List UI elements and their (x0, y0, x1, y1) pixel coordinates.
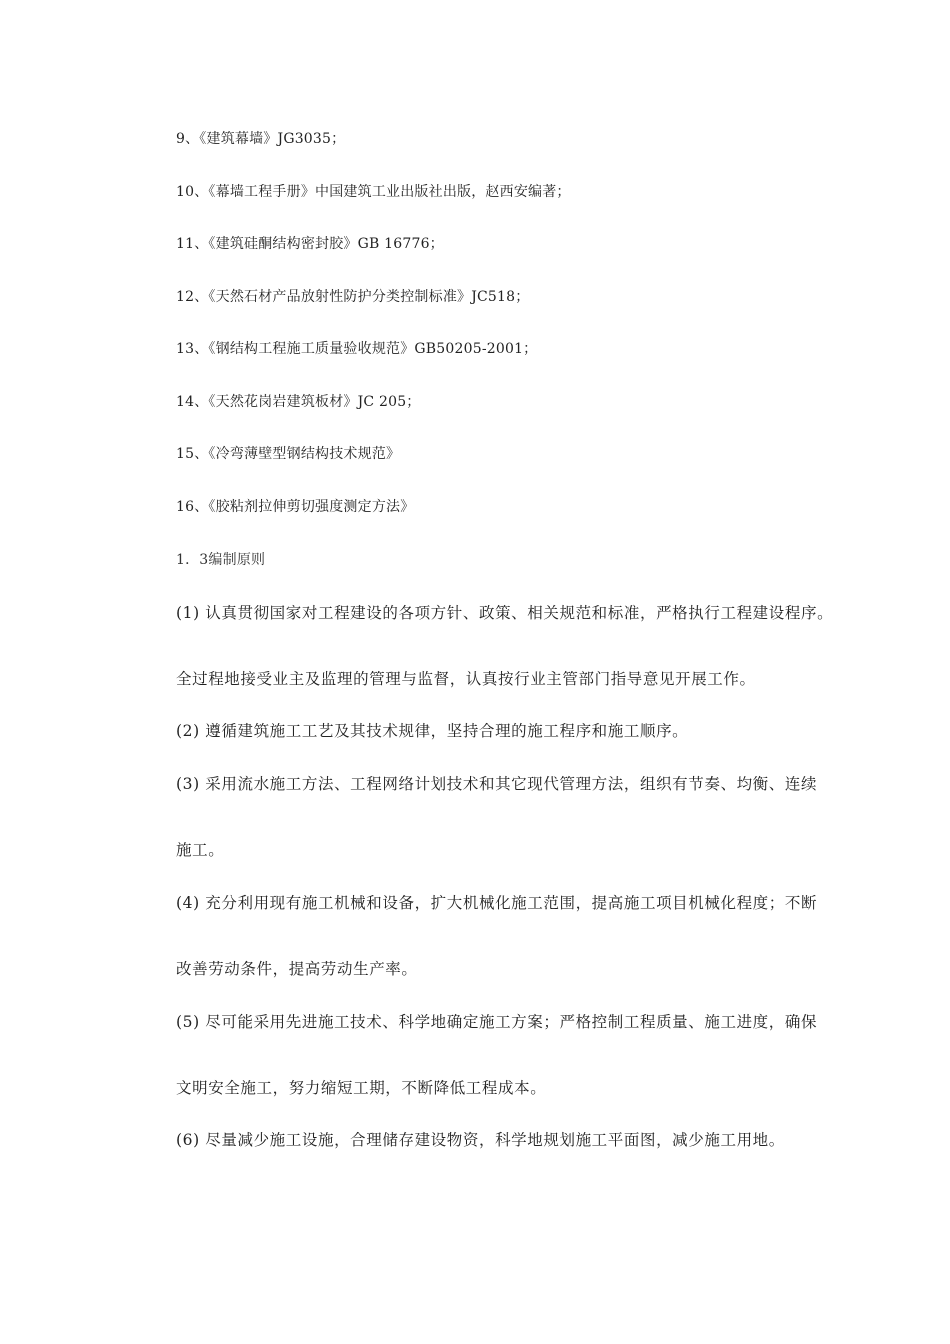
reference-item: 12、《天然石材产品放射性防护分类控制标准》JC518； (176, 289, 530, 305)
reference-item: 11、《建筑硅酮结构密封胶》GB 16776； (176, 236, 444, 252)
reference-item: 9、《建筑幕墙》JG3035； (176, 131, 346, 147)
reference-item: 14、《天然花岗岩建筑板材》JC 205； (176, 394, 421, 410)
reference-item: 16、《胶粘剂拉伸剪切强度测定方法》 (176, 499, 415, 515)
principle-line: (4) 充分利用现有施工机械和设备，扩大机械化施工范围，提高施工项目机械化程度；不断 (176, 894, 818, 912)
principle-line: (5) 尽可能采用先进施工技术、科学地确定施工方案；严格控制工程质量、施工进度，确保 (176, 1013, 818, 1031)
principle-line: 施工。 (176, 841, 225, 859)
principle-line: 全过程地接受业主及监理的管理与监督，认真按行业主管部门指导意见开展工作。 (176, 670, 756, 688)
principle-line: 文明安全施工，努力缩短工期，不断降低工程成本。 (176, 1079, 547, 1097)
reference-item: 10、《幕墙工程手册》中国建筑工业出版社出版，赵西安编著； (176, 184, 571, 200)
reference-item: 15、《冷弯薄壁型钢结构技术规范》 (176, 446, 401, 462)
reference-item: 13、《钢结构工程施工质量验收规范》GB50205-2001； (176, 341, 538, 357)
principle-line: (3) 采用流水施工方法、工程网络计划技术和其它现代管理方法，组织有节奏、均衡、连续 (176, 775, 818, 793)
section-heading: 1．3编制原则 (176, 552, 266, 568)
principle-line: 改善劳动条件，提高劳动生产率。 (176, 960, 418, 978)
principle-line: (1) 认真贯彻国家对工程建设的各项方针、政策、相关规范和标准，严格执行工程建设程序。 (176, 604, 834, 622)
principle-line: (2) 遵循建筑施工工艺及其技术规律，坚持合理的施工程序和施工顺序。 (176, 722, 689, 740)
principle-line: (6) 尽量减少施工设施，合理储存建设物资，科学地规划施工平面图，减少施工用地。 (176, 1131, 785, 1149)
